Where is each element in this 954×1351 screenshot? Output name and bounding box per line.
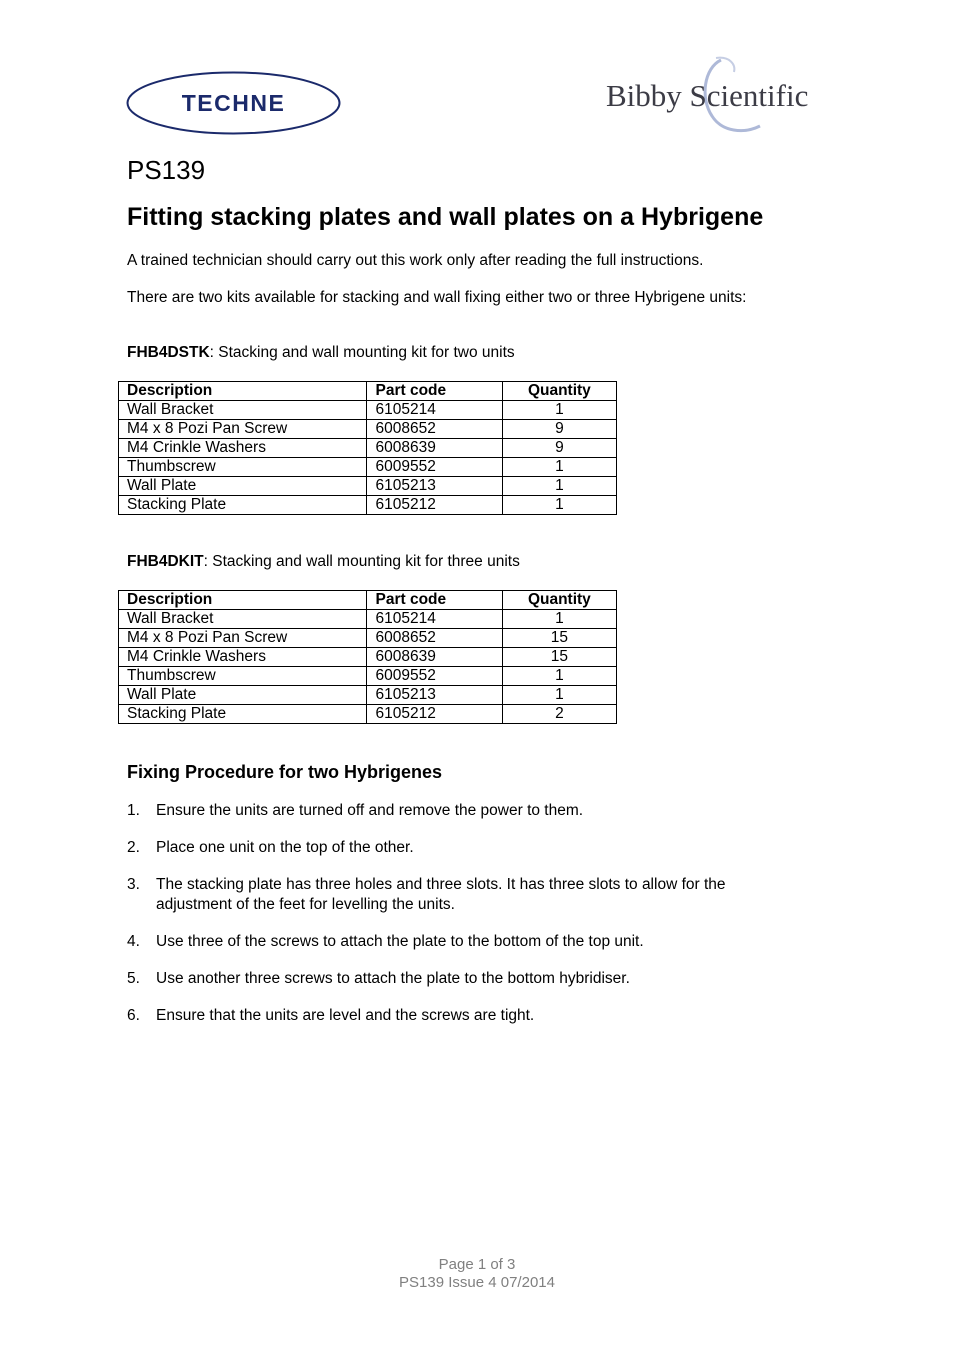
table-cell: Wall Plate — [119, 477, 367, 496]
column-header: Quantity — [502, 382, 616, 401]
table-row — [119, 458, 617, 477]
bibby-logo-text: Bibby Scientific — [606, 78, 809, 113]
table-cell: Stacking Plate — [119, 705, 367, 724]
step-number: 5. — [127, 969, 140, 987]
table-cell: 6008652 — [367, 629, 502, 648]
table-cell: 2 — [502, 705, 616, 724]
page-footer — [0, 1256, 954, 1292]
bibby-scientific-logo — [604, 54, 826, 138]
kit-description: : Stacking and wall mounting kit for two units — [209, 344, 515, 361]
column-header: Quantity — [502, 591, 616, 610]
step-text: Ensure the units are turned off and remove the power to them. — [156, 802, 584, 819]
table-row — [119, 686, 617, 705]
table-row — [119, 420, 617, 439]
step-number: 6. — [127, 1006, 140, 1024]
table-row — [119, 401, 617, 420]
table-cell: 9 — [502, 420, 616, 439]
table-cell: 6105212 — [367, 705, 502, 724]
kits-intro-paragraph: There are two kits available for stacking and wall fixing either two or three Hybrigene units: — [127, 289, 747, 306]
table-cell: 6008639 — [367, 439, 502, 458]
table-cell: M4 x 8 Pozi Pan Screw — [119, 420, 367, 439]
table-row — [119, 496, 617, 515]
table-cell: 1 — [502, 610, 616, 629]
table-cell: Wall Plate — [119, 686, 367, 705]
procedure-steps — [127, 801, 787, 1043]
table-cell: Wall Bracket — [119, 610, 367, 629]
kit-heading — [127, 344, 515, 362]
parts-table-two-units — [118, 381, 617, 515]
table-cell: 1 — [502, 477, 616, 496]
table-cell: 6105213 — [367, 477, 502, 496]
parts-table-three-units — [118, 590, 617, 724]
table-header-row — [119, 382, 617, 401]
procedure-step — [127, 875, 787, 914]
table-cell: 6008639 — [367, 648, 502, 667]
table-cell: Thumbscrew — [119, 458, 367, 477]
table-row — [119, 705, 617, 724]
table-cell: M4 Crinkle Washers — [119, 648, 367, 667]
table-cell: Thumbscrew — [119, 667, 367, 686]
kit-description: : Stacking and wall mounting kit for three units — [203, 553, 520, 570]
procedure-step — [127, 801, 787, 821]
table-cell: M4 x 8 Pozi Pan Screw — [119, 629, 367, 648]
table-row — [119, 667, 617, 686]
table-header-row — [119, 591, 617, 610]
procedure-step — [127, 969, 787, 989]
column-header: Part code — [367, 591, 502, 610]
table-cell: 6105214 — [367, 610, 502, 629]
column-header: Part code — [367, 382, 502, 401]
table-cell: M4 Crinkle Washers — [119, 439, 367, 458]
procedure-heading: Fixing Procedure for two Hybrigenes — [127, 762, 443, 782]
table-cell: 9 — [502, 439, 616, 458]
table-cell: 1 — [502, 686, 616, 705]
table-cell: 15 — [502, 648, 616, 667]
document-code: PS139 — [127, 155, 206, 185]
table-cell: 15 — [502, 629, 616, 648]
step-text: Ensure that the units are level and the screws are tight. — [156, 1006, 535, 1024]
table-row — [119, 629, 617, 648]
table-cell: 6105214 — [367, 401, 502, 420]
step-number: 4. — [127, 932, 140, 950]
table-cell: 1 — [502, 401, 616, 420]
techne-logo-text: TECHNE — [181, 90, 286, 116]
table-row — [119, 439, 617, 458]
table-cell: 1 — [502, 667, 616, 686]
table-row — [119, 610, 617, 629]
table-cell: 6008652 — [367, 420, 502, 439]
table-row — [119, 648, 617, 667]
step-text: Use another three screws to attach the plate to the bottom hybridiser. — [156, 969, 630, 987]
kit-code: FHB4DKIT — [127, 553, 204, 570]
table-cell: Wall Bracket — [119, 401, 367, 420]
procedure-step — [127, 1006, 787, 1026]
table-cell: 6009552 — [367, 458, 502, 477]
table-cell: 1 — [502, 458, 616, 477]
table-cell: Stacking Plate — [119, 496, 367, 515]
table-cell: 1 — [502, 496, 616, 515]
issue-info: PS139 Issue 4 07/2014 — [399, 1274, 555, 1291]
table-row — [119, 477, 617, 496]
step-text: The stacking plate has three holes and three slots. It has three slots to allow for the adjustment of the feet for levelling the units. — [156, 876, 726, 913]
techne-logo — [126, 71, 341, 135]
procedure-step — [127, 932, 787, 952]
procedure-step — [127, 838, 787, 858]
kit-code: FHB4DSTK — [127, 344, 210, 361]
step-number: 1. — [127, 802, 140, 819]
table-cell: 6105213 — [367, 686, 502, 705]
table-cell: 6105212 — [367, 496, 502, 515]
column-header: Description — [119, 591, 367, 610]
step-number: 2. — [127, 839, 140, 856]
document-title: Fitting stacking plates and wall plates on a Hybrigene — [127, 203, 764, 231]
page-number: Page 1 of 3 — [438, 1256, 516, 1273]
step-text: Place one unit on the top of the other. — [156, 839, 414, 856]
step-text: Use three of the screws to attach the plate to the bottom of the top unit. — [156, 932, 644, 950]
table-cell: 6009552 — [367, 667, 502, 686]
kit-heading — [127, 553, 520, 571]
step-number: 3. — [127, 876, 140, 893]
column-header: Description — [119, 382, 367, 401]
intro-paragraph: A trained technician should carry out this work only after reading the full instructions. — [127, 252, 704, 269]
